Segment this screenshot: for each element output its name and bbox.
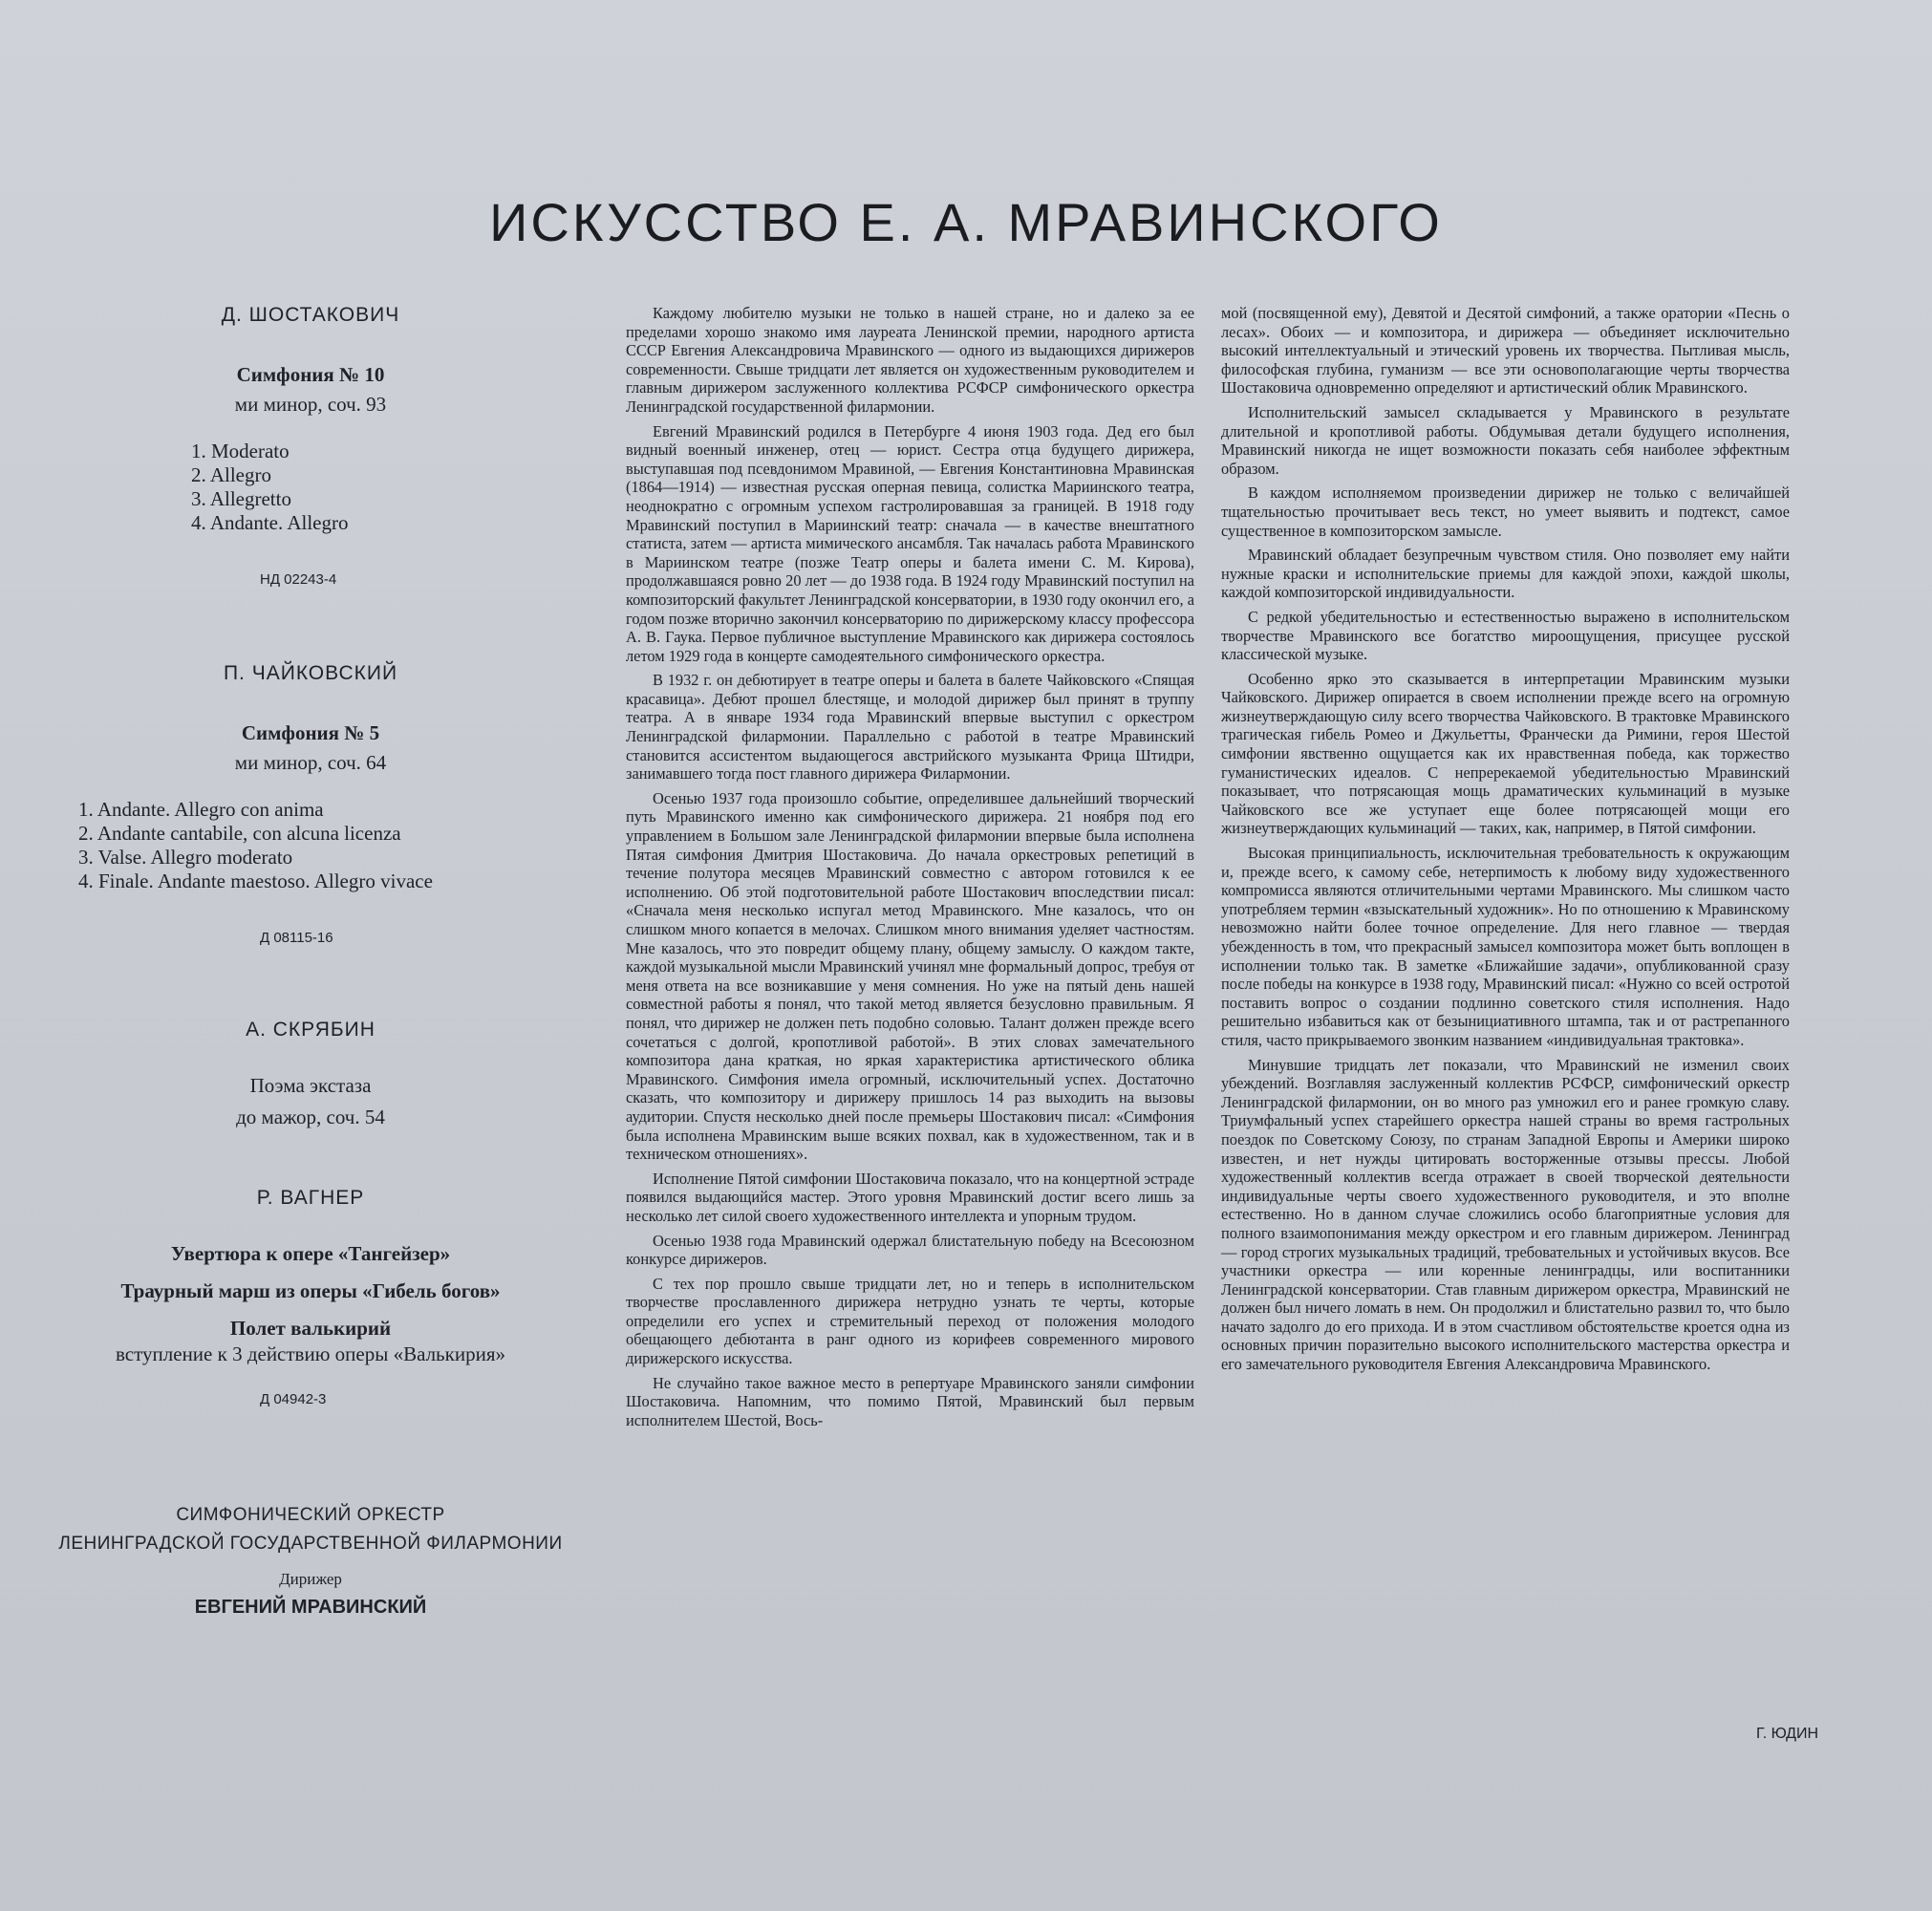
work-title-funeral-march: Траурный марш из оперы «Гибель богов» <box>120 1279 501 1302</box>
catalog-number-wagner: Д 04942-3 <box>260 1391 327 1407</box>
movements-symphony-10 <box>191 440 592 535</box>
article-paragraph: В 1932 г. он дебютирует в театре оперы и балета в балете Чайковского «Спящая красавица». Дебют прошел блестяще, и молодой дирижер был принят в труппу театра. А в январе 1934 года Мравинский впервые выступил с оркестром Ленинградской филармонии. Параллельно с работой в театре Мравинский становится ассистентом выдающегося австрийского музыканта Фрица Штидри, занимавшего тогда пост главного дирижера Филармонии. <box>626 671 1194 784</box>
article-column-2 <box>1221 304 1790 1380</box>
page-title: ИСКУССТВО Е. А. МРАВИНСКОГО <box>489 192 1443 252</box>
article-paragraph: мой (посвященной ему), Девятой и Десятой симфоний, а также оратории «Песнь о лесах». Обоих — и композитора, и дирижера — объединяет исключительно высокий интеллектуальный и этический уровень их творчества. Пытливая мысль, философская глубина, гуманизм — все эти основополагающие черты творчества Шостаковича одновременно определяют и артистический облик Мравинского. <box>1221 304 1790 397</box>
work-title-poem-of-ecstasy: Поэма экстаза <box>249 1074 372 1097</box>
work-title-symphony-10: Симфония № 10 <box>236 363 385 386</box>
composer-wagner: Р. ВАГНЕР <box>256 1187 365 1209</box>
movement-item: 1. Moderato <box>191 440 290 462</box>
article-paragraph: В каждом исполняемом произведении дирижер не только с величайшей тщательностью прочитывает весь текст, но умеет выявить и подтекст, самое существенное в композиторском замысле. <box>1221 483 1790 540</box>
article-paragraph: Не случайно такое важное место в репертуаре Мравинского заняли симфонии Шостаковича. Напомним, что помимо Пятой, Мравинский был первым исполнителем Шестой, Вось- <box>626 1373 1194 1429</box>
conductor-role: Дирижер <box>279 1570 342 1588</box>
movement-item: 2. Allegro <box>191 463 271 486</box>
program-column <box>29 304 592 1619</box>
article-paragraph: С тех пор прошло свыше тридцати лет, но и теперь в исполнительском творчестве прославленного дирижера нетрудно узнать те черты, которые определили его успех и стремительный переход от положения молодого обещающего дебютанта в ранг одного из корифеев современного мирового дирижерского искусства. <box>626 1274 1194 1368</box>
work-sub-ride-of-valkyries: вступление к 3 действию оперы «Валькирия» <box>116 1342 505 1365</box>
movement-item: 1. Andante. Allegro con anima <box>78 798 324 821</box>
article-paragraph: Особенно ярко это сказывается в интерпретации Мравинским музыки Чайковского. Дирижер опирается в своем исполнении прежде всего на огромную жизнеутверждающую силу всего творчества Чайковского. В трактовке Мравинского трагическая гибель Ромео и Джульетты, Франчески да Римини, героя Шестой симфонии явственно ощущается как их нравственная победа, как торжество гуманистических идеалов. С непререкаемой убедительностью Мравинский показывает, что потрясающая мощь драматических кульминаций в музыке Чайковского все же уступает еще более потрясающей мощи его жизнеутверждающих кульминаций — таких, как, например, в Пятой симфонии. <box>1221 669 1790 838</box>
catalog-number-shostakovich: НД 02243-4 <box>260 571 337 588</box>
orchestra-line-1: СИМФОНИЧЕСКИЙ ОРКЕСТР <box>176 1505 445 1525</box>
catalog-number-tchaikovsky: Д 08115-16 <box>260 930 333 946</box>
article-paragraph: Евгений Мравинский родился в Петербурге 4 июня 1903 года. Дед его был видный военный инженер, отец — юрист. Сестра отца будущего дирижера, выступавшая под псевдонимом Мравиной, — Евгения Константиновна Мравинская (1864—1914) — известная русская оперная певица, солистка Мариинского театра, неоднократно с огромным успехом гастролировавшая за границей. В 1918 году Мравинский поступил в Мариинский театр: сначала — в качестве внештатного статиста, затем — артиста мимического ансамбля. Так началась работа Мравинского в Мариинском театре (позже Театр оперы и балета имени С. М. Кирова), продолжавшаяся ровно 20 лет — до 1938 года. В 1924 году Мравинский поступил на композиторский факультет Ленинградской консерватории, в 1930 году окончил его, а годом позже вторично закончил консерваторию по дирижерскому классу профессора А. В. Гаука. Первое публичное выступление Мравинского как дирижера состоялось летом 1929 года в концерте самодеятельного симфонического оркестра. <box>626 421 1194 665</box>
conductor-name: ЕВГЕНИЙ МРАВИНСКИЙ <box>194 1597 427 1618</box>
movement-item: 4. Finale. Andante maestoso. Allegro vivace <box>78 870 433 892</box>
movement-item: 2. Andante cantabile, con alcuna licenza <box>78 822 401 845</box>
article-paragraph: Высокая принципиальность, исключительная требовательность к окружающим и, прежде всего, к самому себе, нетерпимость к любому виду художественного компромисса являются отличительными чертами Мравинского. Мы слишком часто употребляем термин «взыскательный художник». Но по отношению к Мравинскому невозможно найти более точное определение. Для него главное — твердая убежденность в том, что прекрасный замысел композитора может быть воплощен в исполнении только так. В заметке «Ближайшие задачи», опубликованной сразу после победы на конкурсе в 1938 году, Мравинский писал: «Нужно со всей остротой поставить вопрос о создании подлинно советского стиля исполнения. Надо решительно избавиться как от безынициативного штампа, так и от растрепанного стиля, часто прикрываемого звонким названием «индивидуальная трактовка». <box>1221 844 1790 1049</box>
work-title-ride-of-valkyries: Полет валькирий <box>229 1317 392 1340</box>
composer-shostakovich: Д. ШОСТАКОВИЧ <box>221 304 400 326</box>
article-paragraph: Исполнение Пятой симфонии Шостаковича показало, что на концертной эстраде появился выдающийся мастер. Этого уровня Мравинский достиг всего лишь за несколько лет силой своего художественного интеллекта и упорным трудом. <box>626 1169 1194 1225</box>
work-key-poem-of-ecstasy: до мажор, соч. 54 <box>236 1106 385 1128</box>
work-key-symphony-10: ми минор, соч. 93 <box>234 393 387 416</box>
composer-scriabin: А. СКРЯБИН <box>246 1019 376 1041</box>
article-paragraph: Каждому любителю музыки не только в нашей стране, но и далеко за ее пределами хорошо знакомо имя лауреата Ленинской премии, народного артиста СССР Евгения Александровича Мравинского — одного из выдающихся дирижеров современности. Свыше тридцати лет является он художественным руководителем и главным дирижером заслуженного коллектива РСФСР симфонического оркестра Ленинградской государственной филармонии. <box>626 304 1194 416</box>
movements-symphony-5 <box>78 798 592 893</box>
article-paragraph: Мравинский обладает безупречным чувством стиля. Оно позволяет ему найти нужные краски и исполнительские приемы для каждой эпохи, каждой школы, каждой композиторской индивидуальности. <box>1221 546 1790 602</box>
work-title-symphony-5: Симфония № 5 <box>241 721 380 744</box>
movement-item: 3. Valse. Allegro moderato <box>78 846 293 869</box>
article-paragraph: Исполнительский замысел складывается у Мравинского в результате длительной и кропотливой работы. Обдумывая детали будущего исполнения, Мравинский никогда не ищет возможности показать себя наиболее эффектным образом. <box>1221 402 1790 478</box>
work-title-tannhauser: Увертюра к опере «Тангейзер» <box>170 1242 451 1265</box>
work-key-symphony-5: ми минор, соч. 64 <box>234 751 387 774</box>
article-paragraph: Минувшие тридцать лет показали, что Мравинский не изменил своих убеждений. Возглавляя заслуженный коллектив РСФСР, симфонический оркестр Ленинградской филармонии, он во много раз умножил его и ранее громкую славу. Триумфальный успех старейшего оркестра нашей страны во время гастрольных поездок по Советскому Союзу, по странам Западной Европы и Америки широко известен, и нет нужды цитировать восторженные отзывы прессы. Любой художественный коллектив всегда отражает в своей творческой деятельности индивидуальные черты своего художественного руководителя, и это вполне естественно. Но в данном случае сложились особо благоприятные условия для полного взаимопонимания между оркестром и его главным дирижером. Ленинград — город строгих музыкальных традиций, требовательных и устойчивых вкусов. Все участники оркестра — или коренные ленинградцы, или воспитанники Ленинградской консерватории. Став главным дирижером оркестра, Мравинский не должен был ничего ломать в нем. Он продолжил и блистательно развил то, что было начато задолго до его прихода. И в этом счастливом обстоятельстве кроется одна из основных причин поразительно высокого исполнительского мастерства оркестра и его замечательного руководителя Евгения Александровича Мравинского. <box>1221 1055 1790 1374</box>
movement-item: 4. Andante. Allegro <box>191 511 349 534</box>
article-column-1 <box>626 304 1194 1435</box>
orchestra-line-2: ЛЕНИНГРАДСКОЙ ГОСУДАРСТВЕННОЙ ФИЛАРМОНИИ <box>58 1534 563 1554</box>
composer-tchaikovsky: П. ЧАЙКОВСКИЙ <box>223 662 398 684</box>
article-paragraph: Осенью 1938 года Мравинский одержал блистательную победу на Всесоюзном конкурсе дирижеров. <box>626 1231 1194 1269</box>
article-paragraph: Осенью 1937 года произошло событие, определившее дальнейший творческий путь Мравинского именно как симфонического дирижера. 21 ноября под его управлением в Большом зале Ленинградской филармонии впервые была исполнена Пятая симфония Дмитрия Шостаковича. До начала оркестровых репетиций в течение полутора месяцев Мравинский совместно с автором готовился к ее исполнению. Об этой подготовительной работе Шостакович впоследствии писал: «Сначала меня несколько испугал метод Мравинского. Мне казалось, что он слишком много копается в мелочах. Слишком много внимания уделяет частностям. Мне казалось, что это повредит общему плану, общему замыслу. О каждом такте, каждой музыкальной мысли Мравинский учинял мне формальный допрос, требуя от меня ответа на все возникавшие у меня сомнения. Но уже на пятый день нашей совместной работы я понял, что такой метод является безусловно правильным. Я понял, что дирижер не должен петь подобно соловью. Талант должен прежде всего сочетаться с долгой, кропотливой работой». В этих словах замечательного композитора дана краткая, но яркая характеристика артистического облика Мравинского. Симфония имела огромный, исключительный успех. Достаточно сказать, что композитору и дирижеру пришлось 14 раз выходить на вызовы аудитории. Спустя несколько дней после премьеры Шостакович писал: «Симфония была исполнена Мравинским выше всяких похвал, как в художественном, так и в техническом отношениях». <box>626 788 1194 1164</box>
movement-item: 3. Allegretto <box>191 487 291 510</box>
author-signature: Г. ЮДИН <box>1756 1726 1818 1742</box>
article-paragraph: С редкой убедительностью и естественностью выражено в исполнительском творчестве Мравинского все богатство мироощущения, присущее русской классической музыке. <box>1221 607 1790 664</box>
